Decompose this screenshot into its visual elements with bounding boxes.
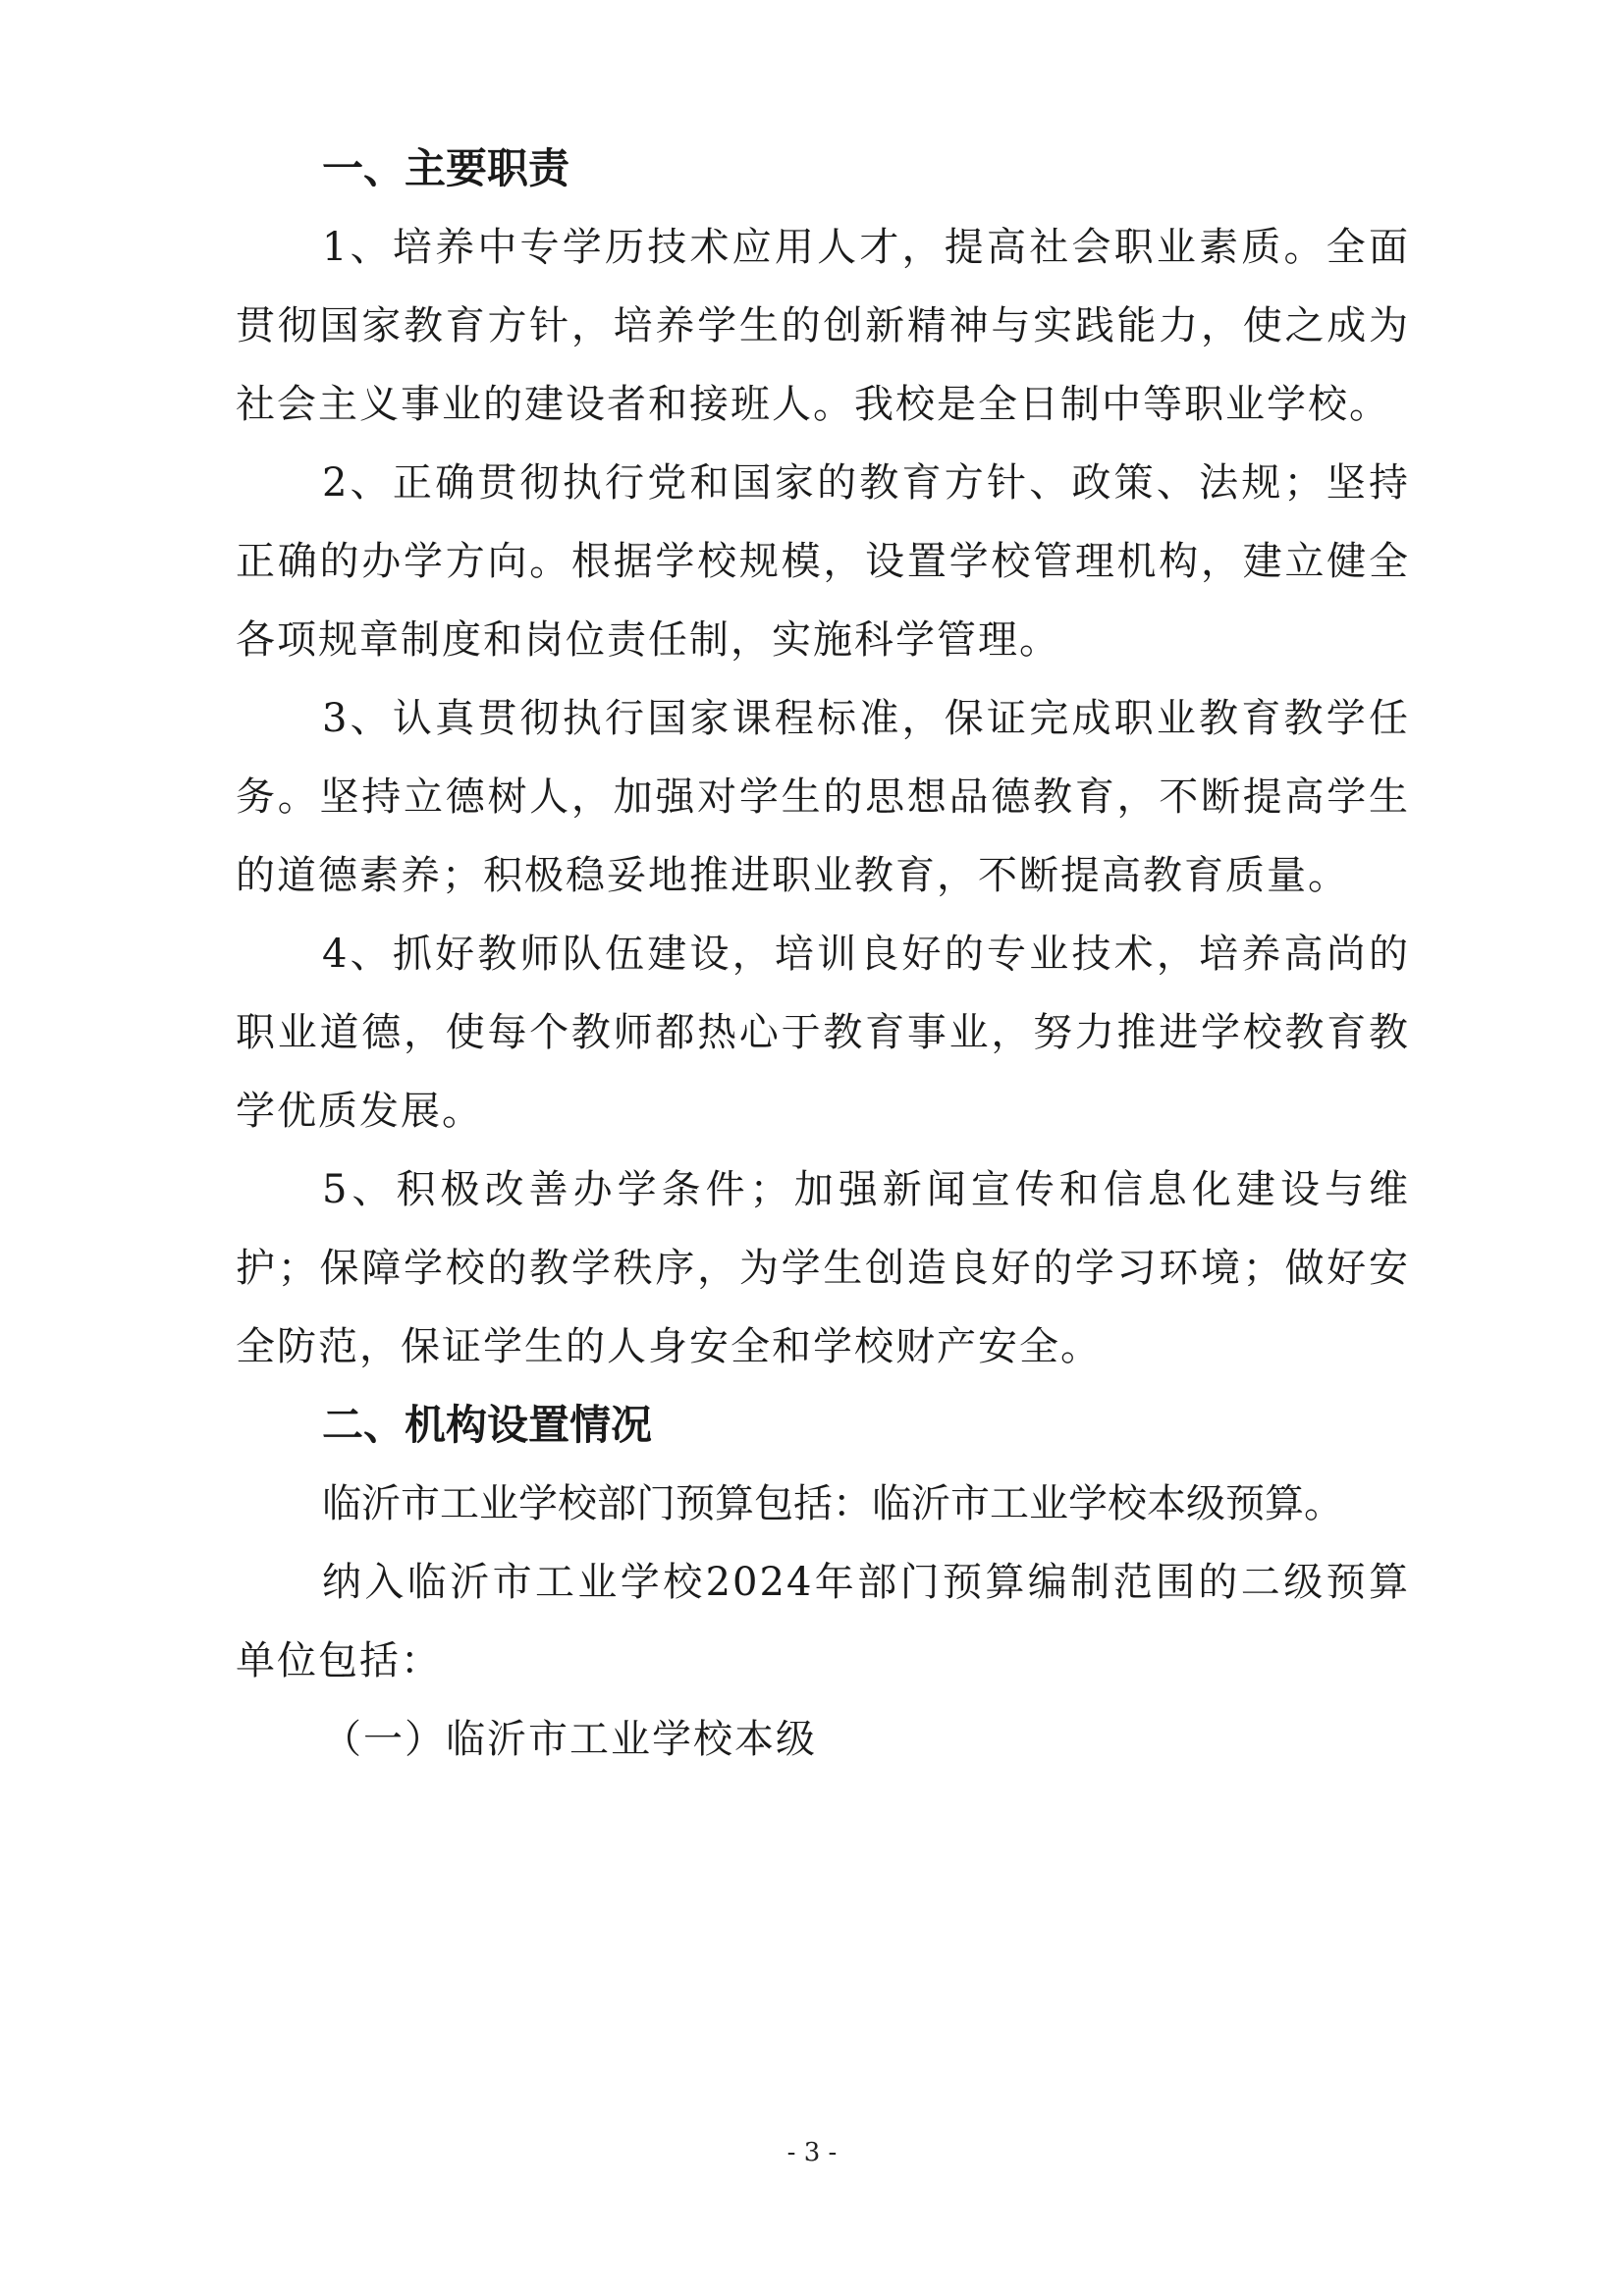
duty-item-4: 4、抓好教师队伍建设，培训良好的专业技术，培养高尚的职业道德，使每个教师都热心于教育事业，努力推进学校教育教学优质发展。 xyxy=(236,932,1410,1134)
duty-item-5: 5、积极改善办学条件；加强新闻宣传和信息化建设与维护；保障学校的教学秩序，为学生创造良好的学习环境；做好安全防范，保证学生的人身安全和学校财产安全。 xyxy=(236,1167,1410,1369)
page-content xyxy=(236,130,1410,1779)
org-paragraph-1: 临沂市工业学校部门预算包括：临沂市工业学校本级预算。 xyxy=(322,1481,1343,1526)
section-heading-organization: 二、机构设置情况 xyxy=(322,1401,653,1449)
org-paragraph-3: （一）临沂市工业学校本级 xyxy=(322,1717,817,1762)
section-heading-main-duties: 一、主要职责 xyxy=(322,144,570,192)
duty-item-1: 1、培养中专学历技术应用人才，提高社会职业素质。全面贯彻国家教育方针，培养学生的创新精神与实践能力，使之成为社会主义事业的建设者和接班人。我校是全日制中等职业学校。 xyxy=(236,225,1410,427)
duty-item-2: 2、正确贯彻执行党和国家的教育方针、政策、法规；坚持正确的办学方向。根据学校规模，设置学校管理机构，建立健全各项规章制度和岗位责任制，实施科学管理。 xyxy=(236,460,1410,663)
org-paragraph-2: 纳入临沂市工业学校2024年部门预算编制范围的二级预算单位包括： xyxy=(236,1560,1410,1683)
page-number: - 3 - xyxy=(786,2138,838,2167)
duty-item-3: 3、认真贯彻执行国家课程标准，保证完成职业教育教学任务。坚持立德树人，加强对学生的思想品德教育，不断提高学生的道德素养；积极稳妥地推进职业教育，不断提高教育质量。 xyxy=(236,696,1410,898)
